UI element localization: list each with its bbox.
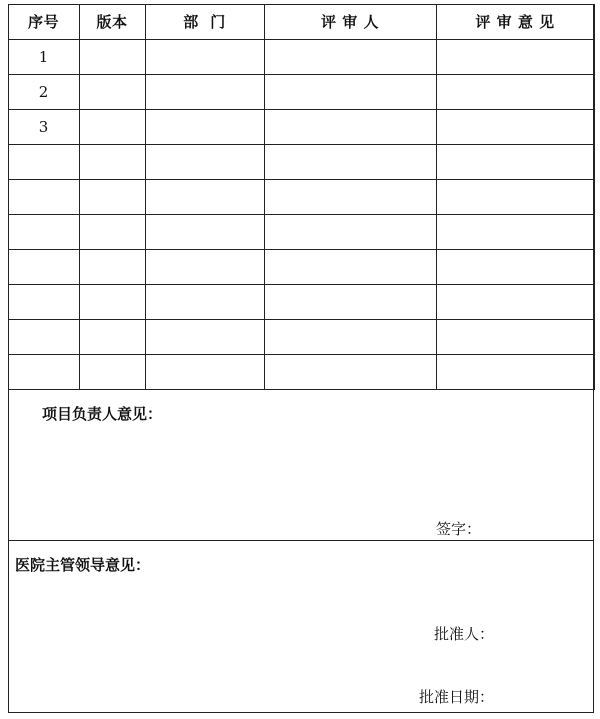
- cell-version[interactable]: [79, 319, 145, 354]
- cell-opinion[interactable]: [436, 74, 594, 109]
- cell-version[interactable]: [79, 249, 145, 284]
- cell-version[interactable]: [79, 74, 145, 109]
- cell-department[interactable]: [145, 354, 264, 389]
- cell-serial[interactable]: 3: [8, 109, 79, 144]
- cell-version[interactable]: [79, 39, 145, 74]
- header-serial: 序号: [8, 4, 79, 39]
- table-row: [8, 39, 594, 74]
- cell-department[interactable]: [145, 179, 264, 214]
- cell-department[interactable]: [145, 319, 264, 354]
- cell-opinion[interactable]: [436, 319, 594, 354]
- cell-serial[interactable]: [8, 144, 79, 179]
- cell-reviewer[interactable]: [264, 284, 436, 319]
- header-review-opinion: 评 审 意 见: [436, 4, 594, 39]
- cell-serial[interactable]: [8, 354, 79, 389]
- cell-reviewer[interactable]: [264, 109, 436, 144]
- cell-version[interactable]: [79, 214, 145, 249]
- review-table: [8, 4, 595, 390]
- table-row: [8, 109, 594, 144]
- table-row: [8, 214, 594, 249]
- table-row: [8, 284, 594, 319]
- cell-department[interactable]: [145, 109, 264, 144]
- cell-opinion[interactable]: [436, 249, 594, 284]
- cell-version[interactable]: [79, 284, 145, 319]
- table-row: [8, 74, 594, 109]
- cell-serial[interactable]: [8, 179, 79, 214]
- cell-reviewer[interactable]: [264, 354, 436, 389]
- cell-serial[interactable]: [8, 214, 79, 249]
- project-lead-opinion-label: 项目负责人意见：: [42, 405, 163, 423]
- cell-version[interactable]: [79, 179, 145, 214]
- header-department: 部 门: [145, 4, 264, 39]
- cell-opinion[interactable]: [436, 39, 594, 74]
- cell-serial[interactable]: [8, 249, 79, 284]
- cell-reviewer[interactable]: [264, 249, 436, 284]
- cell-serial[interactable]: [8, 284, 79, 319]
- table-row: [8, 319, 594, 354]
- hospital-lead-opinion-section[interactable]: [9, 541, 593, 714]
- cell-reviewer[interactable]: [264, 179, 436, 214]
- cell-serial[interactable]: [8, 319, 79, 354]
- cell-department[interactable]: [145, 284, 264, 319]
- cell-department[interactable]: [145, 214, 264, 249]
- table-row: [8, 249, 594, 284]
- cell-opinion[interactable]: [436, 354, 594, 389]
- cell-department[interactable]: [145, 249, 264, 284]
- cell-opinion[interactable]: [436, 144, 594, 179]
- approval-date-label: 批准日期：: [419, 688, 495, 706]
- cell-department[interactable]: [145, 144, 264, 179]
- cell-opinion[interactable]: [436, 109, 594, 144]
- cell-serial[interactable]: 1: [8, 39, 79, 74]
- table-row: [8, 144, 594, 179]
- hospital-lead-opinion-label: 医院主管领导意见：: [15, 556, 151, 574]
- review-form: [8, 4, 594, 713]
- cell-opinion[interactable]: [436, 284, 594, 319]
- cell-opinion[interactable]: [436, 179, 594, 214]
- cell-reviewer[interactable]: [264, 319, 436, 354]
- cell-reviewer[interactable]: [264, 39, 436, 74]
- cell-reviewer[interactable]: [264, 74, 436, 109]
- table-row: [8, 354, 594, 389]
- table-header-row: [8, 4, 594, 39]
- cell-version[interactable]: [79, 109, 145, 144]
- cell-department[interactable]: [145, 74, 264, 109]
- cell-reviewer[interactable]: [264, 214, 436, 249]
- header-reviewer: 评 审 人: [264, 4, 436, 39]
- project-lead-opinion-section[interactable]: [9, 390, 593, 541]
- approver-label: 批准人：: [434, 625, 495, 643]
- cell-department[interactable]: [145, 39, 264, 74]
- cell-reviewer[interactable]: [264, 144, 436, 179]
- cell-opinion[interactable]: [436, 214, 594, 249]
- table-row: [8, 179, 594, 214]
- cell-version[interactable]: [79, 354, 145, 389]
- cell-version[interactable]: [79, 144, 145, 179]
- signature-label: 签字：: [436, 520, 482, 538]
- header-version: 版本: [79, 4, 145, 39]
- cell-serial[interactable]: 2: [8, 74, 79, 109]
